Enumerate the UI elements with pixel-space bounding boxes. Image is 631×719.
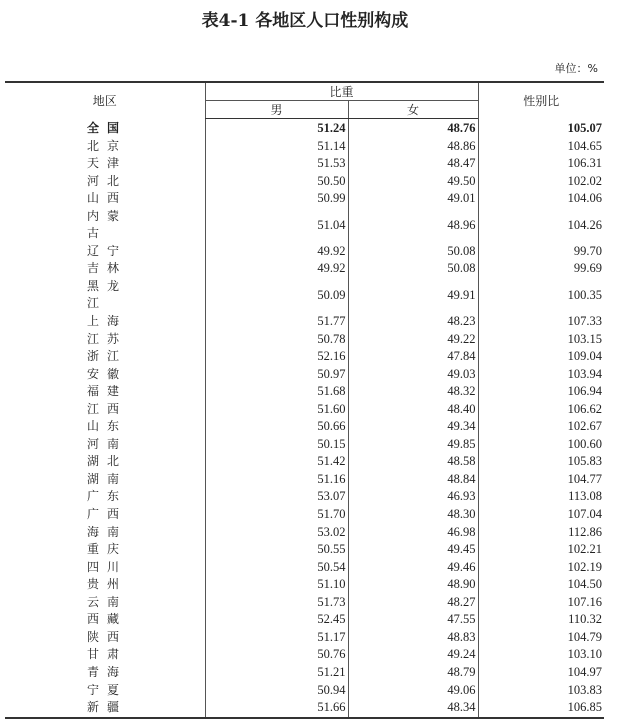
- region-cell: [5, 331, 205, 349]
- ratio-cell: 100.35: [478, 278, 604, 313]
- table-row: [5, 524, 604, 542]
- region-name: 上海: [87, 314, 119, 329]
- female-cell: 49.06: [348, 682, 478, 700]
- table-row: [5, 646, 604, 664]
- region-name: 江西: [87, 401, 119, 416]
- region-cell: [5, 138, 205, 156]
- ratio-cell: 104.97: [478, 664, 604, 682]
- female-cell: 48.40: [348, 401, 478, 419]
- female-cell: 49.46: [348, 559, 478, 577]
- region-name: 浙江: [87, 349, 119, 364]
- table-row: [5, 418, 604, 436]
- male-cell: 50.66: [205, 418, 348, 436]
- header-male: 男: [205, 101, 348, 119]
- region-cell: [5, 682, 205, 700]
- female-cell: 46.98: [348, 524, 478, 542]
- female-cell: 49.85: [348, 436, 478, 454]
- header-female: 女: [348, 101, 478, 119]
- region-cell: [5, 699, 205, 718]
- table-row: [5, 138, 604, 156]
- female-cell: 48.58: [348, 453, 478, 471]
- region-name: 四川: [87, 559, 119, 574]
- female-cell: 48.90: [348, 576, 478, 594]
- ratio-cell: 106.31: [478, 155, 604, 173]
- region-cell: [5, 611, 205, 629]
- female-cell: 47.84: [348, 348, 478, 366]
- male-cell: 51.14: [205, 138, 348, 156]
- header-region: 地区: [5, 82, 205, 119]
- region-cell: [5, 313, 205, 331]
- region-cell: [5, 366, 205, 384]
- female-cell: 48.30: [348, 506, 478, 524]
- female-cell: 48.79: [348, 664, 478, 682]
- male-cell: 50.50: [205, 173, 348, 191]
- male-cell: 50.15: [205, 436, 348, 454]
- male-cell: 51.68: [205, 383, 348, 401]
- table-row: [5, 594, 604, 612]
- ratio-cell: 102.21: [478, 541, 604, 559]
- region-name: 宁夏: [87, 682, 119, 697]
- region-name: 贵州: [87, 577, 119, 592]
- female-cell: 48.34: [348, 699, 478, 718]
- region-cell: [5, 173, 205, 191]
- female-cell: 48.84: [348, 471, 478, 489]
- male-cell: 51.17: [205, 629, 348, 647]
- region-cell: [5, 594, 205, 612]
- region-cell: [5, 401, 205, 419]
- ratio-cell: 109.04: [478, 348, 604, 366]
- region-cell: [5, 559, 205, 577]
- male-cell: 51.04: [205, 208, 348, 243]
- male-cell: 50.94: [205, 682, 348, 700]
- female-cell: 47.55: [348, 611, 478, 629]
- male-cell: 53.02: [205, 524, 348, 542]
- ratio-cell: 103.15: [478, 331, 604, 349]
- table-row: [5, 243, 604, 261]
- male-cell: 50.99: [205, 190, 348, 208]
- female-cell: 46.93: [348, 488, 478, 506]
- region-cell: [5, 664, 205, 682]
- table-row: [5, 208, 604, 243]
- region-name: 江苏: [87, 331, 119, 346]
- ratio-cell: 106.85: [478, 699, 604, 718]
- table-row: [5, 576, 604, 594]
- region-name: 海南: [87, 524, 119, 539]
- female-cell: 50.08: [348, 260, 478, 278]
- ratio-cell: 104.79: [478, 629, 604, 647]
- region-name: 山西: [87, 191, 119, 206]
- female-cell: 48.76: [348, 119, 478, 138]
- table-row: [5, 471, 604, 489]
- female-cell: 48.86: [348, 138, 478, 156]
- male-cell: 49.92: [205, 243, 348, 261]
- male-cell: 51.77: [205, 313, 348, 331]
- region-cell: [5, 471, 205, 489]
- male-cell: 50.09: [205, 278, 348, 313]
- male-cell: 50.76: [205, 646, 348, 664]
- region-cell: [5, 348, 205, 366]
- male-cell: 50.55: [205, 541, 348, 559]
- region-name: 河北: [87, 173, 119, 188]
- region-cell: [5, 436, 205, 454]
- region-cell: [5, 190, 205, 208]
- table-row: [5, 331, 604, 349]
- region-cell: [5, 260, 205, 278]
- table-row: [5, 506, 604, 524]
- table-row: [5, 541, 604, 559]
- region-name: 黑龙江: [87, 278, 119, 311]
- table-row: [5, 190, 604, 208]
- table-row: [5, 436, 604, 454]
- male-cell: 50.54: [205, 559, 348, 577]
- ratio-cell: 102.67: [478, 418, 604, 436]
- region-name: 北京: [87, 138, 119, 153]
- female-cell: 49.91: [348, 278, 478, 313]
- ratio-cell: 104.65: [478, 138, 604, 156]
- ratio-cell: 113.08: [478, 488, 604, 506]
- male-cell: 51.70: [205, 506, 348, 524]
- region-cell: [5, 488, 205, 506]
- region-cell: [5, 629, 205, 647]
- male-cell: 51.53: [205, 155, 348, 173]
- female-cell: 48.32: [348, 383, 478, 401]
- region-cell: [5, 418, 205, 436]
- ratio-cell: 106.62: [478, 401, 604, 419]
- table-row: [5, 682, 604, 700]
- region-cell: [5, 453, 205, 471]
- table-title: 表4-1 各地区人口性别构成: [201, 11, 409, 31]
- unit-label: 单位：%: [554, 62, 598, 75]
- male-cell: 51.16: [205, 471, 348, 489]
- ratio-cell: 103.94: [478, 366, 604, 384]
- region-cell: [5, 243, 205, 261]
- region-name: 内蒙古: [87, 208, 119, 241]
- female-cell: 49.50: [348, 173, 478, 191]
- table-row: [5, 383, 604, 401]
- ratio-cell: 110.32: [478, 611, 604, 629]
- ratio-cell: 99.70: [478, 243, 604, 261]
- ratio-cell: 103.83: [478, 682, 604, 700]
- table-row: [5, 278, 604, 313]
- table-row: [5, 629, 604, 647]
- region-name: 广东: [87, 489, 119, 504]
- male-cell: 51.24: [205, 119, 348, 138]
- ratio-cell: 104.26: [478, 208, 604, 243]
- ratio-cell: 105.07: [478, 119, 604, 138]
- region-name: 重庆: [87, 542, 119, 557]
- male-cell: 51.21: [205, 664, 348, 682]
- region-cell: [5, 119, 205, 138]
- male-cell: 50.78: [205, 331, 348, 349]
- table-row: [5, 453, 604, 471]
- region-cell: [5, 646, 205, 664]
- header-ratio: 性别比: [478, 82, 604, 119]
- ratio-cell: 104.77: [478, 471, 604, 489]
- region-name: 天津: [87, 156, 119, 171]
- region-cell: [5, 576, 205, 594]
- table-row: [5, 348, 604, 366]
- male-cell: 53.07: [205, 488, 348, 506]
- region-name: 广西: [87, 507, 119, 522]
- header-share: 比重: [205, 82, 478, 101]
- region-name: 全国: [87, 120, 119, 135]
- male-cell: 49.92: [205, 260, 348, 278]
- table-row: [5, 559, 604, 577]
- female-cell: 49.24: [348, 646, 478, 664]
- region-cell: [5, 506, 205, 524]
- ratio-cell: 104.06: [478, 190, 604, 208]
- region-name: 湖南: [87, 471, 119, 486]
- region-name: 新疆: [87, 700, 119, 715]
- male-cell: 51.60: [205, 401, 348, 419]
- ratio-cell: 104.50: [478, 576, 604, 594]
- ratio-cell: 107.33: [478, 313, 604, 331]
- table-row: [5, 699, 604, 718]
- table-row: [5, 173, 604, 191]
- region-name: 吉林: [87, 261, 119, 276]
- female-cell: 48.27: [348, 594, 478, 612]
- ratio-cell: 103.10: [478, 646, 604, 664]
- male-cell: 51.10: [205, 576, 348, 594]
- region-cell: [5, 524, 205, 542]
- region-name: 福建: [87, 384, 119, 399]
- table-row: [5, 155, 604, 173]
- female-cell: 49.22: [348, 331, 478, 349]
- male-cell: 51.73: [205, 594, 348, 612]
- table-row: [5, 664, 604, 682]
- ratio-cell: 107.04: [478, 506, 604, 524]
- table-row: [5, 488, 604, 506]
- table-body: [5, 119, 604, 718]
- region-name: 湖北: [87, 454, 119, 469]
- table-row: [5, 366, 604, 384]
- table-row: [5, 611, 604, 629]
- female-cell: 49.34: [348, 418, 478, 436]
- region-name: 辽宁: [87, 243, 119, 258]
- ratio-cell: 100.60: [478, 436, 604, 454]
- region-cell: [5, 541, 205, 559]
- region-name: 甘肃: [87, 647, 119, 662]
- table-row: [5, 260, 604, 278]
- female-cell: 48.23: [348, 313, 478, 331]
- ratio-cell: 99.69: [478, 260, 604, 278]
- region-name: 安徽: [87, 366, 119, 381]
- table-row: [5, 313, 604, 331]
- table-row-total: [5, 119, 604, 138]
- ratio-cell: 102.19: [478, 559, 604, 577]
- region-name: 河南: [87, 436, 119, 451]
- male-cell: 52.16: [205, 348, 348, 366]
- female-cell: 48.83: [348, 629, 478, 647]
- region-cell: [5, 383, 205, 401]
- female-cell: 49.45: [348, 541, 478, 559]
- male-cell: 51.42: [205, 453, 348, 471]
- ratio-cell: 105.83: [478, 453, 604, 471]
- female-cell: 50.08: [348, 243, 478, 261]
- region-name: 云南: [87, 594, 119, 609]
- sex-composition-table: [5, 81, 604, 719]
- ratio-cell: 107.16: [478, 594, 604, 612]
- male-cell: 51.66: [205, 699, 348, 718]
- female-cell: 49.03: [348, 366, 478, 384]
- male-cell: 50.97: [205, 366, 348, 384]
- region-cell: [5, 155, 205, 173]
- region-name: 西藏: [87, 612, 119, 627]
- female-cell: 48.96: [348, 208, 478, 243]
- region-name: 陕西: [87, 629, 119, 644]
- region-name: 山东: [87, 419, 119, 434]
- ratio-cell: 102.02: [478, 173, 604, 191]
- region-cell: [5, 278, 205, 313]
- table-row: [5, 401, 604, 419]
- ratio-cell: 112.86: [478, 524, 604, 542]
- ratio-cell: 106.94: [478, 383, 604, 401]
- female-cell: 48.47: [348, 155, 478, 173]
- region-cell: [5, 208, 205, 243]
- region-name: 青海: [87, 664, 119, 679]
- male-cell: 52.45: [205, 611, 348, 629]
- female-cell: 49.01: [348, 190, 478, 208]
